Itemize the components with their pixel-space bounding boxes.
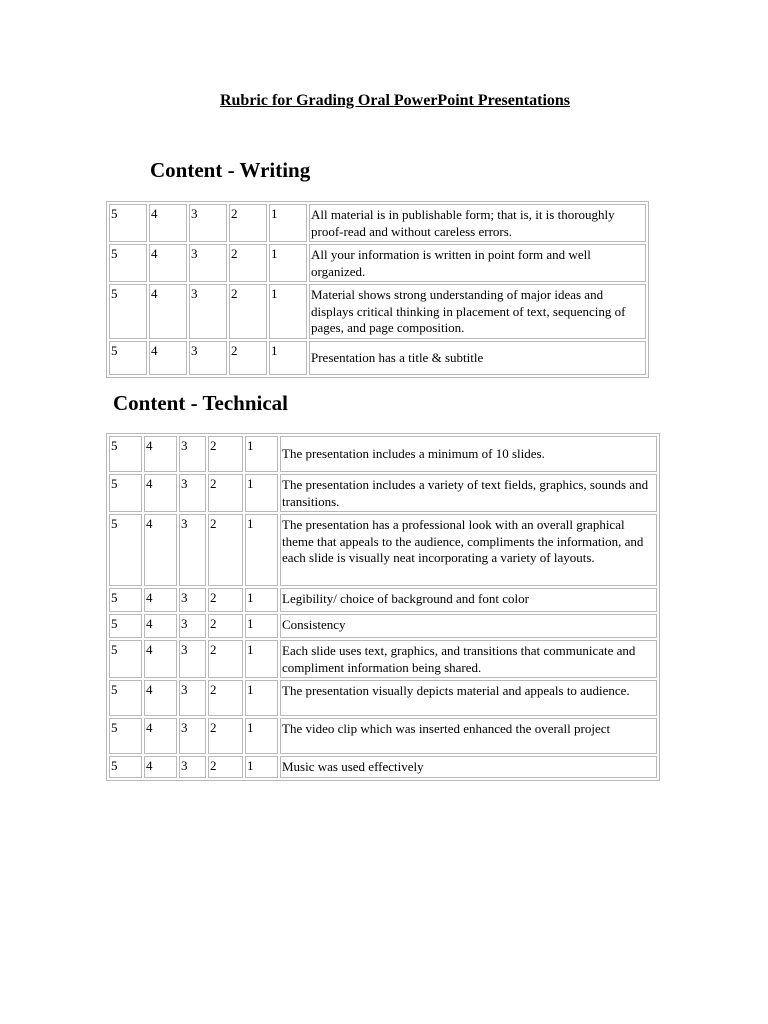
score-cell-4: 4 (144, 680, 177, 716)
score-cell-1: 1 (245, 680, 278, 716)
score-cell-1: 1 (269, 284, 307, 339)
score-cell-3: 3 (179, 588, 206, 612)
score-cell-5: 5 (109, 436, 142, 472)
score-cell-4: 4 (144, 474, 177, 512)
score-cell-1: 1 (269, 341, 307, 375)
criterion-description: All material is in publishable form; that is, it is thoroughly proof-read and without careless errors. (309, 204, 646, 242)
score-cell-5: 5 (109, 718, 142, 754)
score-cell-3: 3 (179, 680, 206, 716)
score-cell-3: 3 (179, 756, 206, 778)
table-row (109, 756, 657, 778)
table-row (109, 341, 646, 375)
criterion-description: Music was used effectively (280, 756, 657, 778)
document-title: Rubric for Grading Oral PowerPoint Presentations (219, 92, 571, 109)
score-cell-3: 3 (189, 284, 227, 339)
rubric-table-content-technical (106, 433, 660, 781)
score-cell-3: 3 (179, 614, 206, 638)
score-cell-3: 3 (179, 514, 206, 586)
criterion-description: Consistency (280, 614, 657, 638)
table-row (109, 588, 657, 612)
score-cell-5: 5 (109, 474, 142, 512)
criterion-description: Each slide uses text, graphics, and transitions that communicate and compliment information being shared. (280, 640, 657, 678)
score-cell-3: 3 (189, 341, 227, 375)
score-cell-1: 1 (245, 474, 278, 512)
score-cell-1: 1 (245, 514, 278, 586)
score-cell-4: 4 (149, 284, 187, 339)
score-cell-4: 4 (149, 204, 187, 242)
score-cell-5: 5 (109, 244, 147, 282)
score-cell-2: 2 (229, 244, 267, 282)
score-cell-1: 1 (245, 756, 278, 778)
score-cell-3: 3 (179, 474, 206, 512)
score-cell-4: 4 (144, 614, 177, 638)
score-cell-2: 2 (229, 341, 267, 375)
criterion-description: The presentation includes a minimum of 10 slides. (280, 436, 657, 472)
table-row (109, 614, 657, 638)
table-row (109, 680, 657, 716)
score-cell-1: 1 (269, 244, 307, 282)
criterion-description: The presentation includes a variety of text fields, graphics, sounds and transitions. (280, 474, 657, 512)
score-cell-4: 4 (144, 514, 177, 586)
score-cell-3: 3 (179, 718, 206, 754)
score-cell-4: 4 (149, 341, 187, 375)
score-cell-2: 2 (229, 284, 267, 339)
score-cell-4: 4 (144, 436, 177, 472)
score-cell-2: 2 (208, 614, 243, 638)
score-cell-2: 2 (208, 436, 243, 472)
score-cell-1: 1 (245, 436, 278, 472)
criterion-description: The presentation visually depicts material and appeals to audience. (280, 680, 657, 716)
score-cell-1: 1 (245, 718, 278, 754)
score-cell-2: 2 (229, 204, 267, 242)
table-row (109, 436, 657, 472)
score-cell-2: 2 (208, 718, 243, 754)
criterion-description: Legibility/ choice of background and font color (280, 588, 657, 612)
score-cell-2: 2 (208, 474, 243, 512)
table-row (109, 718, 657, 754)
section-heading-content-writing: Content - Writing (150, 158, 311, 182)
score-cell-2: 2 (208, 756, 243, 778)
score-cell-1: 1 (245, 588, 278, 612)
section-heading-content-technical: Content - Technical (113, 391, 289, 415)
score-cell-4: 4 (144, 718, 177, 754)
score-cell-4: 4 (149, 244, 187, 282)
score-cell-5: 5 (109, 588, 142, 612)
table-row (109, 244, 646, 282)
score-cell-5: 5 (109, 204, 147, 242)
score-cell-5: 5 (109, 614, 142, 638)
score-cell-5: 5 (109, 284, 147, 339)
criterion-description: Presentation has a title & subtitle (309, 341, 646, 375)
score-cell-5: 5 (109, 514, 142, 586)
score-cell-1: 1 (245, 614, 278, 638)
score-cell-3: 3 (179, 640, 206, 678)
score-cell-1: 1 (245, 640, 278, 678)
score-cell-4: 4 (144, 588, 177, 612)
score-cell-4: 4 (144, 640, 177, 678)
criterion-description: All your information is written in point form and well organized. (309, 244, 646, 282)
table-row (109, 474, 657, 512)
score-cell-3: 3 (179, 436, 206, 472)
score-cell-4: 4 (144, 756, 177, 778)
score-cell-2: 2 (208, 588, 243, 612)
score-cell-2: 2 (208, 640, 243, 678)
score-cell-3: 3 (189, 244, 227, 282)
score-cell-5: 5 (109, 756, 142, 778)
criterion-description: The video clip which was inserted enhanced the overall project (280, 718, 657, 754)
score-cell-1: 1 (269, 204, 307, 242)
score-cell-5: 5 (109, 640, 142, 678)
score-cell-2: 2 (208, 680, 243, 716)
table-row (109, 514, 657, 586)
score-cell-5: 5 (109, 341, 147, 375)
rubric-table-content-writing (106, 201, 649, 378)
criterion-description: Material shows strong understanding of major ideas and displays critical thinking in placement of text, sequencing of pages, and page composition. (309, 284, 646, 339)
criterion-description: The presentation has a professional look with an overall graphical theme that appeals to the audience, compliments the information, and each slide is visually neat incorporating a variety of layouts. (280, 514, 657, 586)
score-cell-2: 2 (208, 514, 243, 586)
table-row (109, 284, 646, 339)
score-cell-5: 5 (109, 680, 142, 716)
table-row (109, 204, 646, 242)
score-cell-3: 3 (189, 204, 227, 242)
table-row (109, 640, 657, 678)
